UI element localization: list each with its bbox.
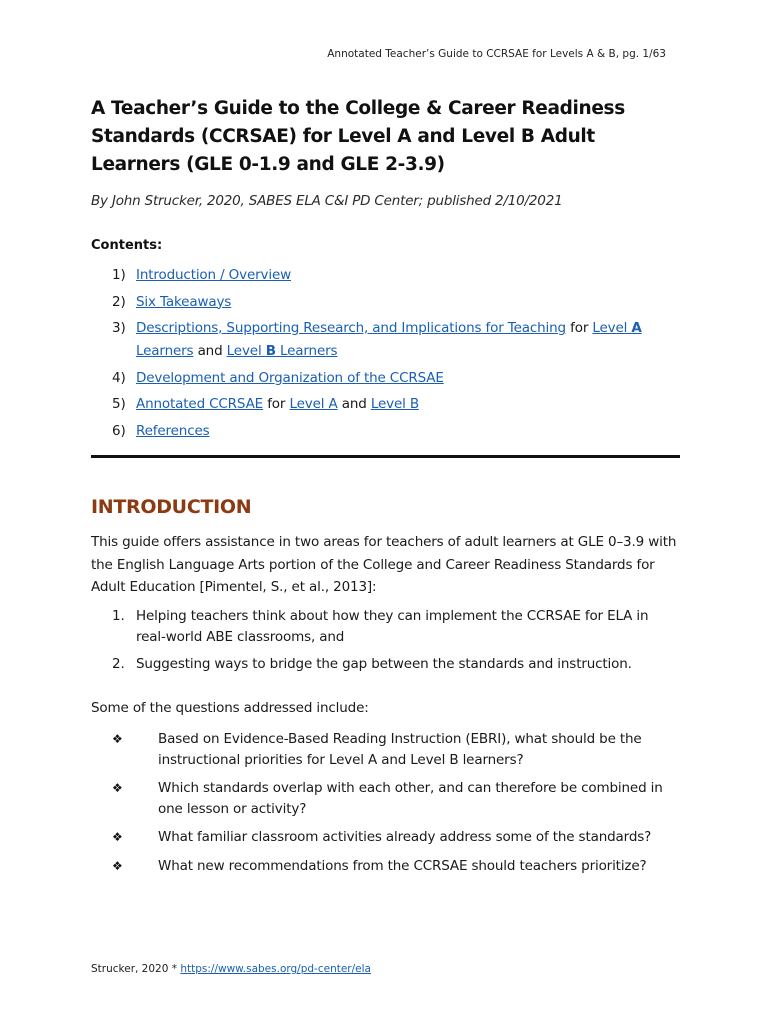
question-text: What familiar classroom activities already address some of the standards? bbox=[158, 829, 652, 845]
diamond-bullet-icon: ❖ bbox=[112, 732, 123, 746]
toc-item bbox=[112, 393, 672, 416]
diamond-bullet-icon: ❖ bbox=[112, 858, 123, 873]
toc-connector-text: for bbox=[263, 396, 290, 412]
toc-link-text: Learners bbox=[275, 343, 338, 359]
list-item bbox=[112, 778, 672, 819]
list-item bbox=[112, 654, 672, 675]
toc-item bbox=[112, 317, 672, 363]
questions-list bbox=[112, 729, 672, 884]
list-item-number: 2. bbox=[112, 656, 125, 672]
diamond-bullet-icon: ❖ bbox=[112, 830, 123, 844]
byline: By John Strucker, 2020, SABES ELA C&I PD Center; published 2/10/2021 bbox=[91, 193, 563, 209]
diamond-bullet-icon: ❖ bbox=[112, 781, 123, 795]
list-item bbox=[112, 606, 672, 647]
toc-item bbox=[112, 420, 672, 443]
intro-paragraph: This guide offers assistance in two areas for teachers of adult learners at GLE 0–3.9 with the English Language Arts portion of the College and Career Readiness Standards for Adult Education [Pimentel, S., et al., 2013]: bbox=[91, 534, 677, 595]
toc-item-number: 3) bbox=[112, 320, 126, 336]
toc-link-text: Level bbox=[226, 343, 266, 359]
page-footer bbox=[91, 963, 371, 975]
list-item-text: Suggesting ways to bridge the gap between the standards and instruction. bbox=[136, 656, 632, 672]
horizontal-rule bbox=[91, 455, 680, 458]
section-heading-introduction: INTRODUCTION bbox=[91, 496, 252, 518]
toc-link-development[interactable]: Development and Organization of the CCRSAE bbox=[136, 369, 444, 386]
toc-item-number: 6) bbox=[112, 422, 126, 439]
toc-item-number: 1) bbox=[112, 267, 126, 283]
toc-item-number: 4) bbox=[112, 369, 126, 386]
toc-link-six-takeaways[interactable]: Six Takeaways bbox=[136, 293, 232, 310]
questions-lead: Some of the questions addressed include: bbox=[91, 700, 369, 716]
toc-link-level-b[interactable]: Level B bbox=[370, 396, 419, 412]
question-text: Which standards overlap with each other, and can therefore be combined in one lesson or activity? bbox=[158, 780, 663, 817]
running-header: Annotated Teacher’s Guide to CCRSAE for Levels A & B, pg. 1/63 bbox=[327, 48, 666, 60]
toc-link-level-a[interactable]: Level A bbox=[289, 396, 338, 412]
contents-label: Contents: bbox=[91, 238, 163, 253]
toc-connector-text: for bbox=[565, 320, 593, 336]
toc-link-descriptions[interactable]: Descriptions, Supporting Research, and Implications for Teaching bbox=[136, 320, 566, 336]
toc-link-level-b-learners[interactable] bbox=[227, 343, 338, 359]
document-title: A Teacher’s Guide to the College & Career Readiness Standards (CCRSAE) for Level A and Level B Adult Learners (GLE 0-1.9 and GLE 2-3.9) bbox=[91, 98, 625, 175]
question-text: Based on Evidence-Based Reading Instruction (EBRI), what should be the instructional priorities for Level A and Level B learners? bbox=[158, 731, 642, 768]
toc-link-text: Level bbox=[592, 320, 632, 336]
toc-link-text: Learners bbox=[136, 343, 194, 359]
toc-link-references[interactable]: References bbox=[136, 422, 210, 439]
toc-item bbox=[112, 264, 672, 287]
numbered-list bbox=[112, 606, 672, 682]
toc-item-number: 5) bbox=[112, 396, 126, 412]
toc-item-number: 2) bbox=[112, 293, 126, 310]
toc-link-letter: A bbox=[631, 320, 642, 336]
list-item-text: Helping teachers think about how they can implement the CCRSAE for ELA in real-world ABE classrooms, and bbox=[136, 608, 649, 645]
toc-link-annotated-ccrsae[interactable]: Annotated CCRSAE bbox=[136, 396, 264, 412]
toc-connector-text: and bbox=[193, 343, 227, 359]
question-text: What new recommendations from the CCRSAE should teachers prioritize? bbox=[158, 857, 647, 874]
list-item bbox=[112, 856, 672, 877]
toc-item bbox=[112, 291, 672, 314]
toc-item bbox=[112, 367, 672, 390]
footer-text: Strucker, 2020 * bbox=[91, 963, 181, 975]
toc-connector-text: and bbox=[337, 396, 371, 412]
list-item-number: 1. bbox=[112, 608, 125, 624]
table-of-contents bbox=[112, 264, 672, 446]
toc-link-introduction[interactable]: Introduction / Overview bbox=[136, 267, 291, 283]
toc-link-letter: B bbox=[265, 343, 276, 359]
list-item bbox=[112, 729, 672, 770]
list-item bbox=[112, 827, 672, 848]
footer-link[interactable]: https://www.sabes.org/pd-center/ela bbox=[180, 963, 371, 975]
